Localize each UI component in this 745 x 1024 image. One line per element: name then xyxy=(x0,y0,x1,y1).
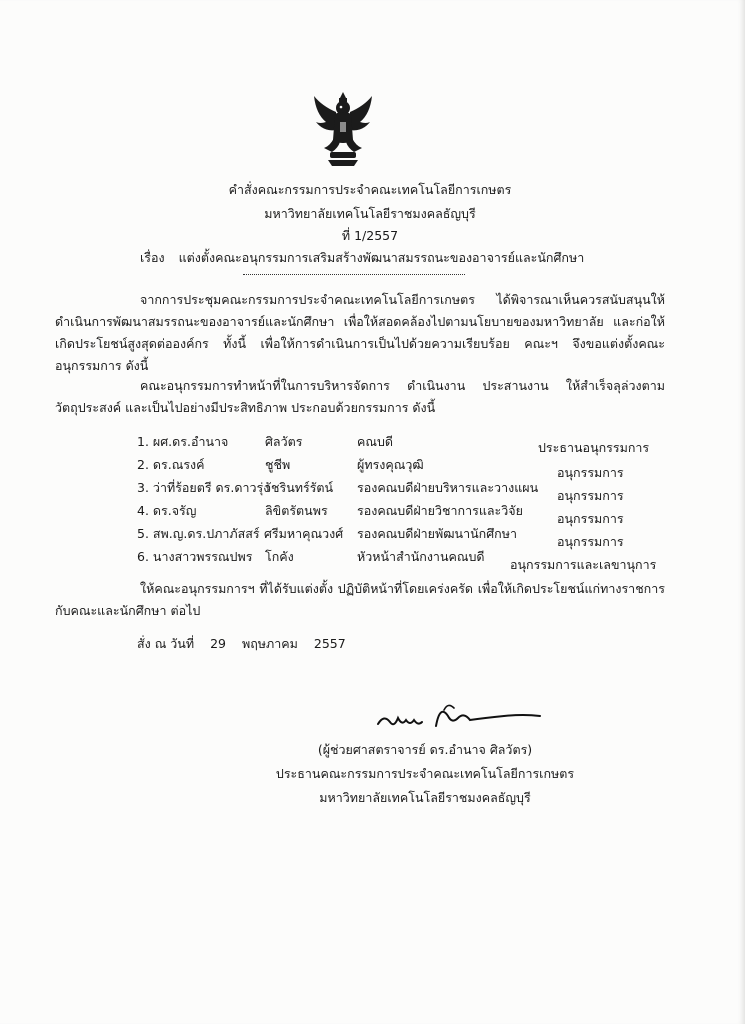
member-name: 3. ว่าที่ร้อยตรี ดร.ดาวรุ่ง xyxy=(137,480,270,495)
member-name: 5. สพ.ญ.ดร.ปภาภัสสร์ xyxy=(137,526,260,541)
subject-line xyxy=(140,248,584,268)
order-title: คำสั่งคณะกรรมการประจำคณะเทคโนโลยีการเกษตร xyxy=(228,182,512,197)
order-date-year: 2557 xyxy=(313,636,346,651)
subject-text: แต่งตั้งคณะอนุกรรมการเสริมสร้างพัฒนาสมรรถนะของอาจารย์และนักศึกษา xyxy=(178,250,585,265)
order-number: ที่ 1/2557 xyxy=(341,228,399,243)
member-role: อนุกรรมการ xyxy=(557,511,624,526)
member-surname: ลิขิตรัตนพร xyxy=(265,503,328,518)
member-row xyxy=(0,432,745,454)
order-date xyxy=(137,634,358,654)
garuda-emblem xyxy=(310,88,376,168)
member-role: อนุกรรมการ xyxy=(557,488,624,503)
body-paragraph-1: จากการประชุมคณะกรรมการประจำคณะเทคโนโลยีการเกษตร ได้พิจารณาเห็นควรสนับสนุนให้ดำเนินการพัฒนาสมรรถนะของอาจารย์และนักศึกษา เพื่อให้สอดคล้องไปตามนโยบายของมหาวิทยาลัย และก่อให้เกิดประโยชน์สูงสุดต่อองค์กร ทั้งนี้ เพื่อให้การดำเนินการเป็นไปด้วยความเรียบร้อย คณะฯ จึงขอแต่งตั้งคณะอนุกรรมการ ดังนี้ xyxy=(55,292,665,373)
member-name: 1. ผศ.ดร.อำนาจ xyxy=(137,434,229,449)
order-date-prefix: สั่ง ณ วันที่ xyxy=(137,636,195,651)
member-position: รองคณบดีฝ่ายวิชาการและวิจัย xyxy=(357,503,523,518)
member-surname: วัชรินทร์รัตน์ xyxy=(264,480,334,495)
signatory-title: ประธานคณะกรรมการประจำคณะเทคโนโลยีการเกษตร xyxy=(275,766,575,781)
member-position: ผู้ทรงคุณวุฒิ xyxy=(357,457,424,472)
member-row xyxy=(0,501,745,526)
member-position: คณบดี xyxy=(357,434,394,449)
order-date-day: 29 xyxy=(210,636,226,651)
signatory-name: (ผู้ช่วยศาสตราจารย์ ดร.อำนาจ ศิลวัตร) xyxy=(317,742,533,757)
member-row xyxy=(0,524,745,549)
university-name: มหาวิทยาลัยเทคโนโลยีราชมงคลธัญบุรี xyxy=(264,206,476,221)
member-surname: ศรีมหาคุณวงศ์ xyxy=(264,526,344,541)
member-row xyxy=(0,547,745,572)
member-surname: ศิลวัตร xyxy=(265,434,303,449)
body-paragraph-2: คณะอนุกรรมการทำหน้าที่ในการบริหารจัดการ ดำเนินงาน ประสานงาน ให้สำเร็จลุล่วงตามวัตถุประสงค์ และเป็นไปอย่างมีประสิทธิภาพ ประกอบด้วยกรรมการ ดังนี้ xyxy=(55,378,665,415)
dotted-divider xyxy=(243,268,465,275)
order-date-month: พฤษภาคม xyxy=(241,636,298,651)
member-position: รองคณบดีฝ่ายบริหารและวางแผน xyxy=(357,480,539,495)
subject-label: เรื่อง xyxy=(140,250,165,265)
member-name: 2. ดร.ณรงค์ xyxy=(137,457,205,472)
member-role: อนุกรรมการ xyxy=(557,534,624,549)
member-row xyxy=(0,455,745,480)
member-position: รองคณบดีฝ่ายพัฒนานักศึกษา xyxy=(357,526,517,541)
member-name: 6. นางสาวพรรณปพร xyxy=(137,549,253,564)
signatory-organization: มหาวิทยาลัยเทคโนโลยีราชมงคลธัญบุรี xyxy=(319,790,531,805)
member-position: หัวหน้าสำนักงานคณบดี xyxy=(357,549,485,564)
member-role: อนุกรรมการ xyxy=(557,465,624,480)
member-role: ประธานอนุกรรมการ xyxy=(538,440,650,455)
body-paragraph-3: ให้คณะอนุกรรมการฯ ที่ได้รับแต่งตั้ง ปฏิบัติหน้าที่โดยเคร่งครัด เพื่อให้เกิดประโยชน์แก่ทางราชการกับคณะและนักศึกษา ต่อไป xyxy=(55,581,665,618)
handwritten-signature xyxy=(374,696,544,736)
member-name: 4. ดร.จรัญ xyxy=(137,503,197,518)
member-surname: ชูชีพ xyxy=(265,457,291,472)
member-surname: โกคัง xyxy=(265,549,294,564)
member-row xyxy=(0,478,745,503)
member-role: อนุกรรมการและเลขานุการ xyxy=(510,557,657,572)
